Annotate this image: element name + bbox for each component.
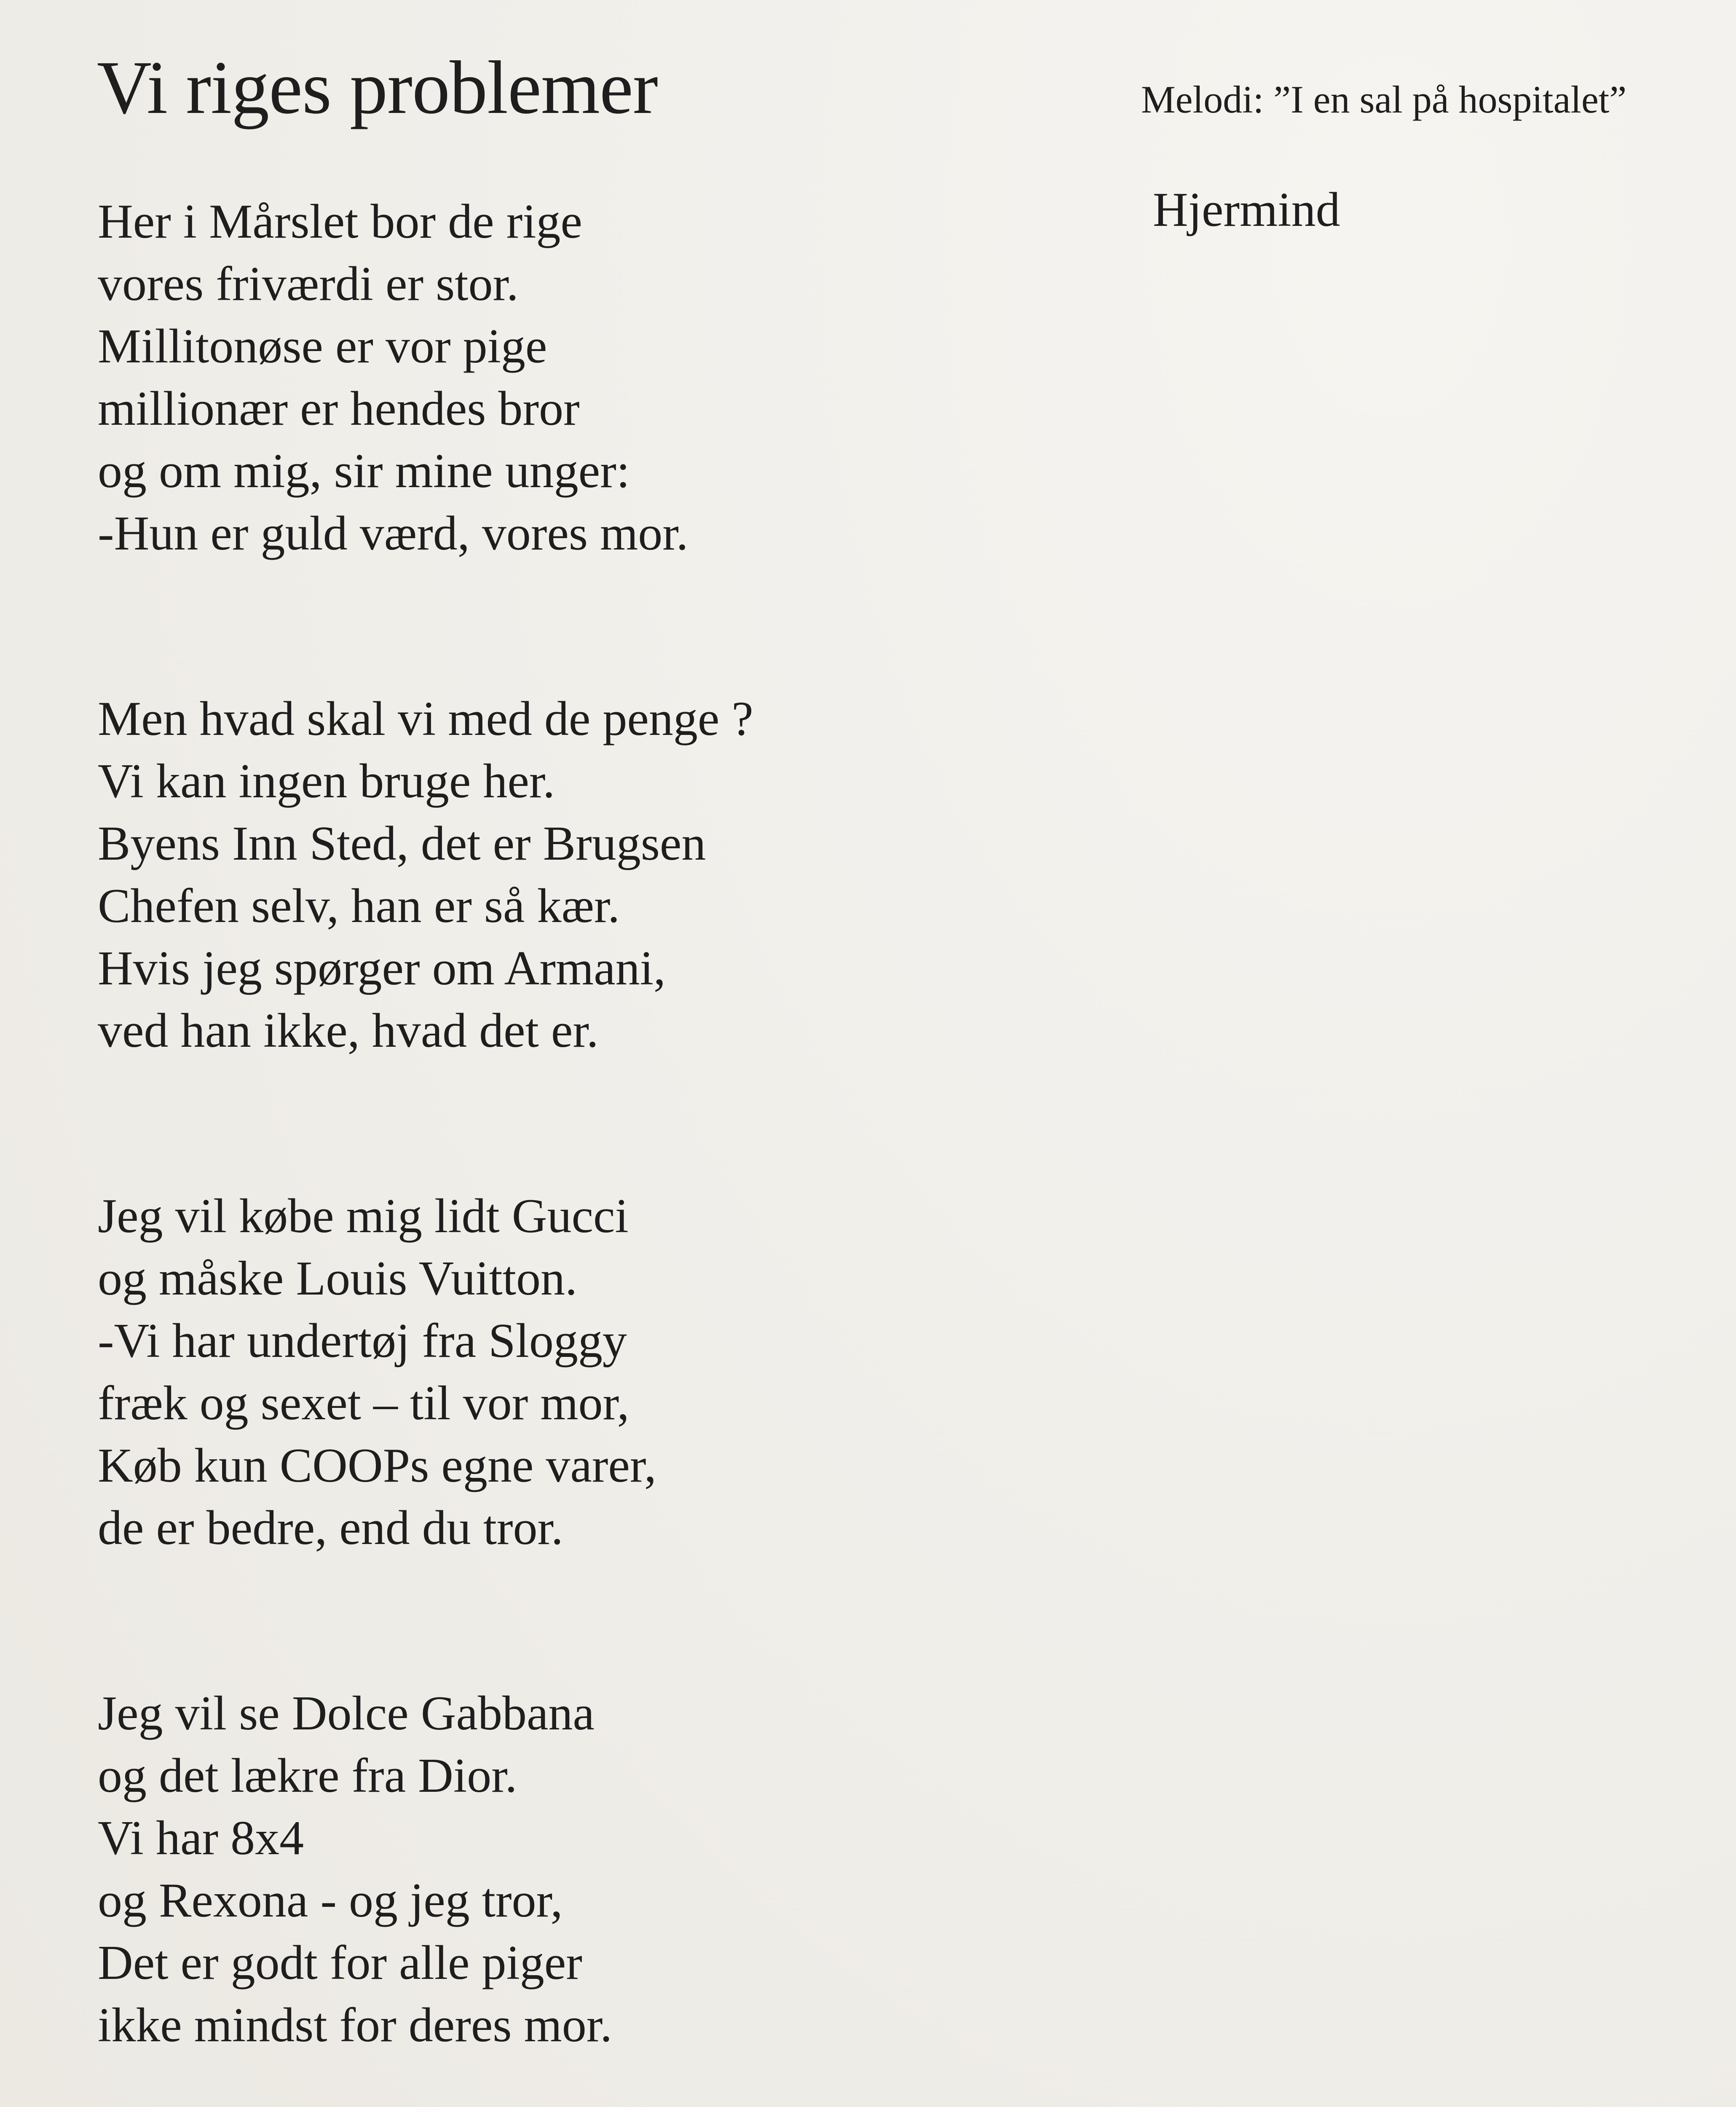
poem-line: Her i Mårslet bor de rige xyxy=(98,195,582,249)
poem-line: ikke mindst for deres mor. xyxy=(98,1998,613,2052)
poem-line: Vi har 8x4 xyxy=(98,1811,304,1865)
poem-line: -Hun er guld værd, vores mor. xyxy=(98,507,689,560)
poem-line: vores friværdi er stor. xyxy=(98,257,519,311)
poem-line: Hvis jeg spørger om Armani, xyxy=(98,941,666,995)
poem-line: Men hvad skal vi med de penge ? xyxy=(98,692,753,746)
poem-line: fræk og sexet – til vor mor, xyxy=(98,1376,630,1430)
poem-line: Det er godt for alle piger xyxy=(98,1936,582,1990)
poem-line: -Vi har undertøj fra Sloggy xyxy=(98,1314,627,1368)
poem-line: Jeg vil se Dolce Gabbana xyxy=(98,1686,595,1740)
poem-line: Chefen selv, han er så kær. xyxy=(98,879,620,933)
stanza-4 xyxy=(98,1682,1067,2056)
poem-line: millionær er hendes bror xyxy=(98,382,580,436)
poem-line: de er bedre, end du tror. xyxy=(98,1501,563,1555)
author-name: Hjermind xyxy=(1153,183,1340,237)
stanza-1 xyxy=(98,190,1067,565)
poem-line: Jeg vil købe mig lidt Gucci xyxy=(98,1189,629,1243)
melody-note: Melodi: ”I en sal på hospitalet” xyxy=(1141,78,1627,121)
song-title: Vi riges problemer xyxy=(97,46,658,129)
poem-line: Vi kan ingen bruge her. xyxy=(98,754,555,808)
poem-line: Millitonøse er vor pige xyxy=(98,319,547,373)
poem-body xyxy=(98,190,1067,2107)
stanza-2 xyxy=(98,688,1067,1062)
poem-line: Byens Inn Sted, det er Brugsen xyxy=(98,817,706,871)
poem-line: og det lækre fra Dior. xyxy=(98,1749,517,1803)
poem-line: Køb kun COOPs egne varer, xyxy=(98,1439,656,1493)
poem-line: og Rexona - og jeg tror, xyxy=(98,1874,563,1927)
poem-line: og måske Louis Vuitton. xyxy=(98,1252,577,1305)
poem-line: og om mig, sir mine unger: xyxy=(98,444,630,498)
poem-line: ved han ikke, hvad det er. xyxy=(98,1004,599,1058)
stanza-3 xyxy=(98,1185,1067,1559)
